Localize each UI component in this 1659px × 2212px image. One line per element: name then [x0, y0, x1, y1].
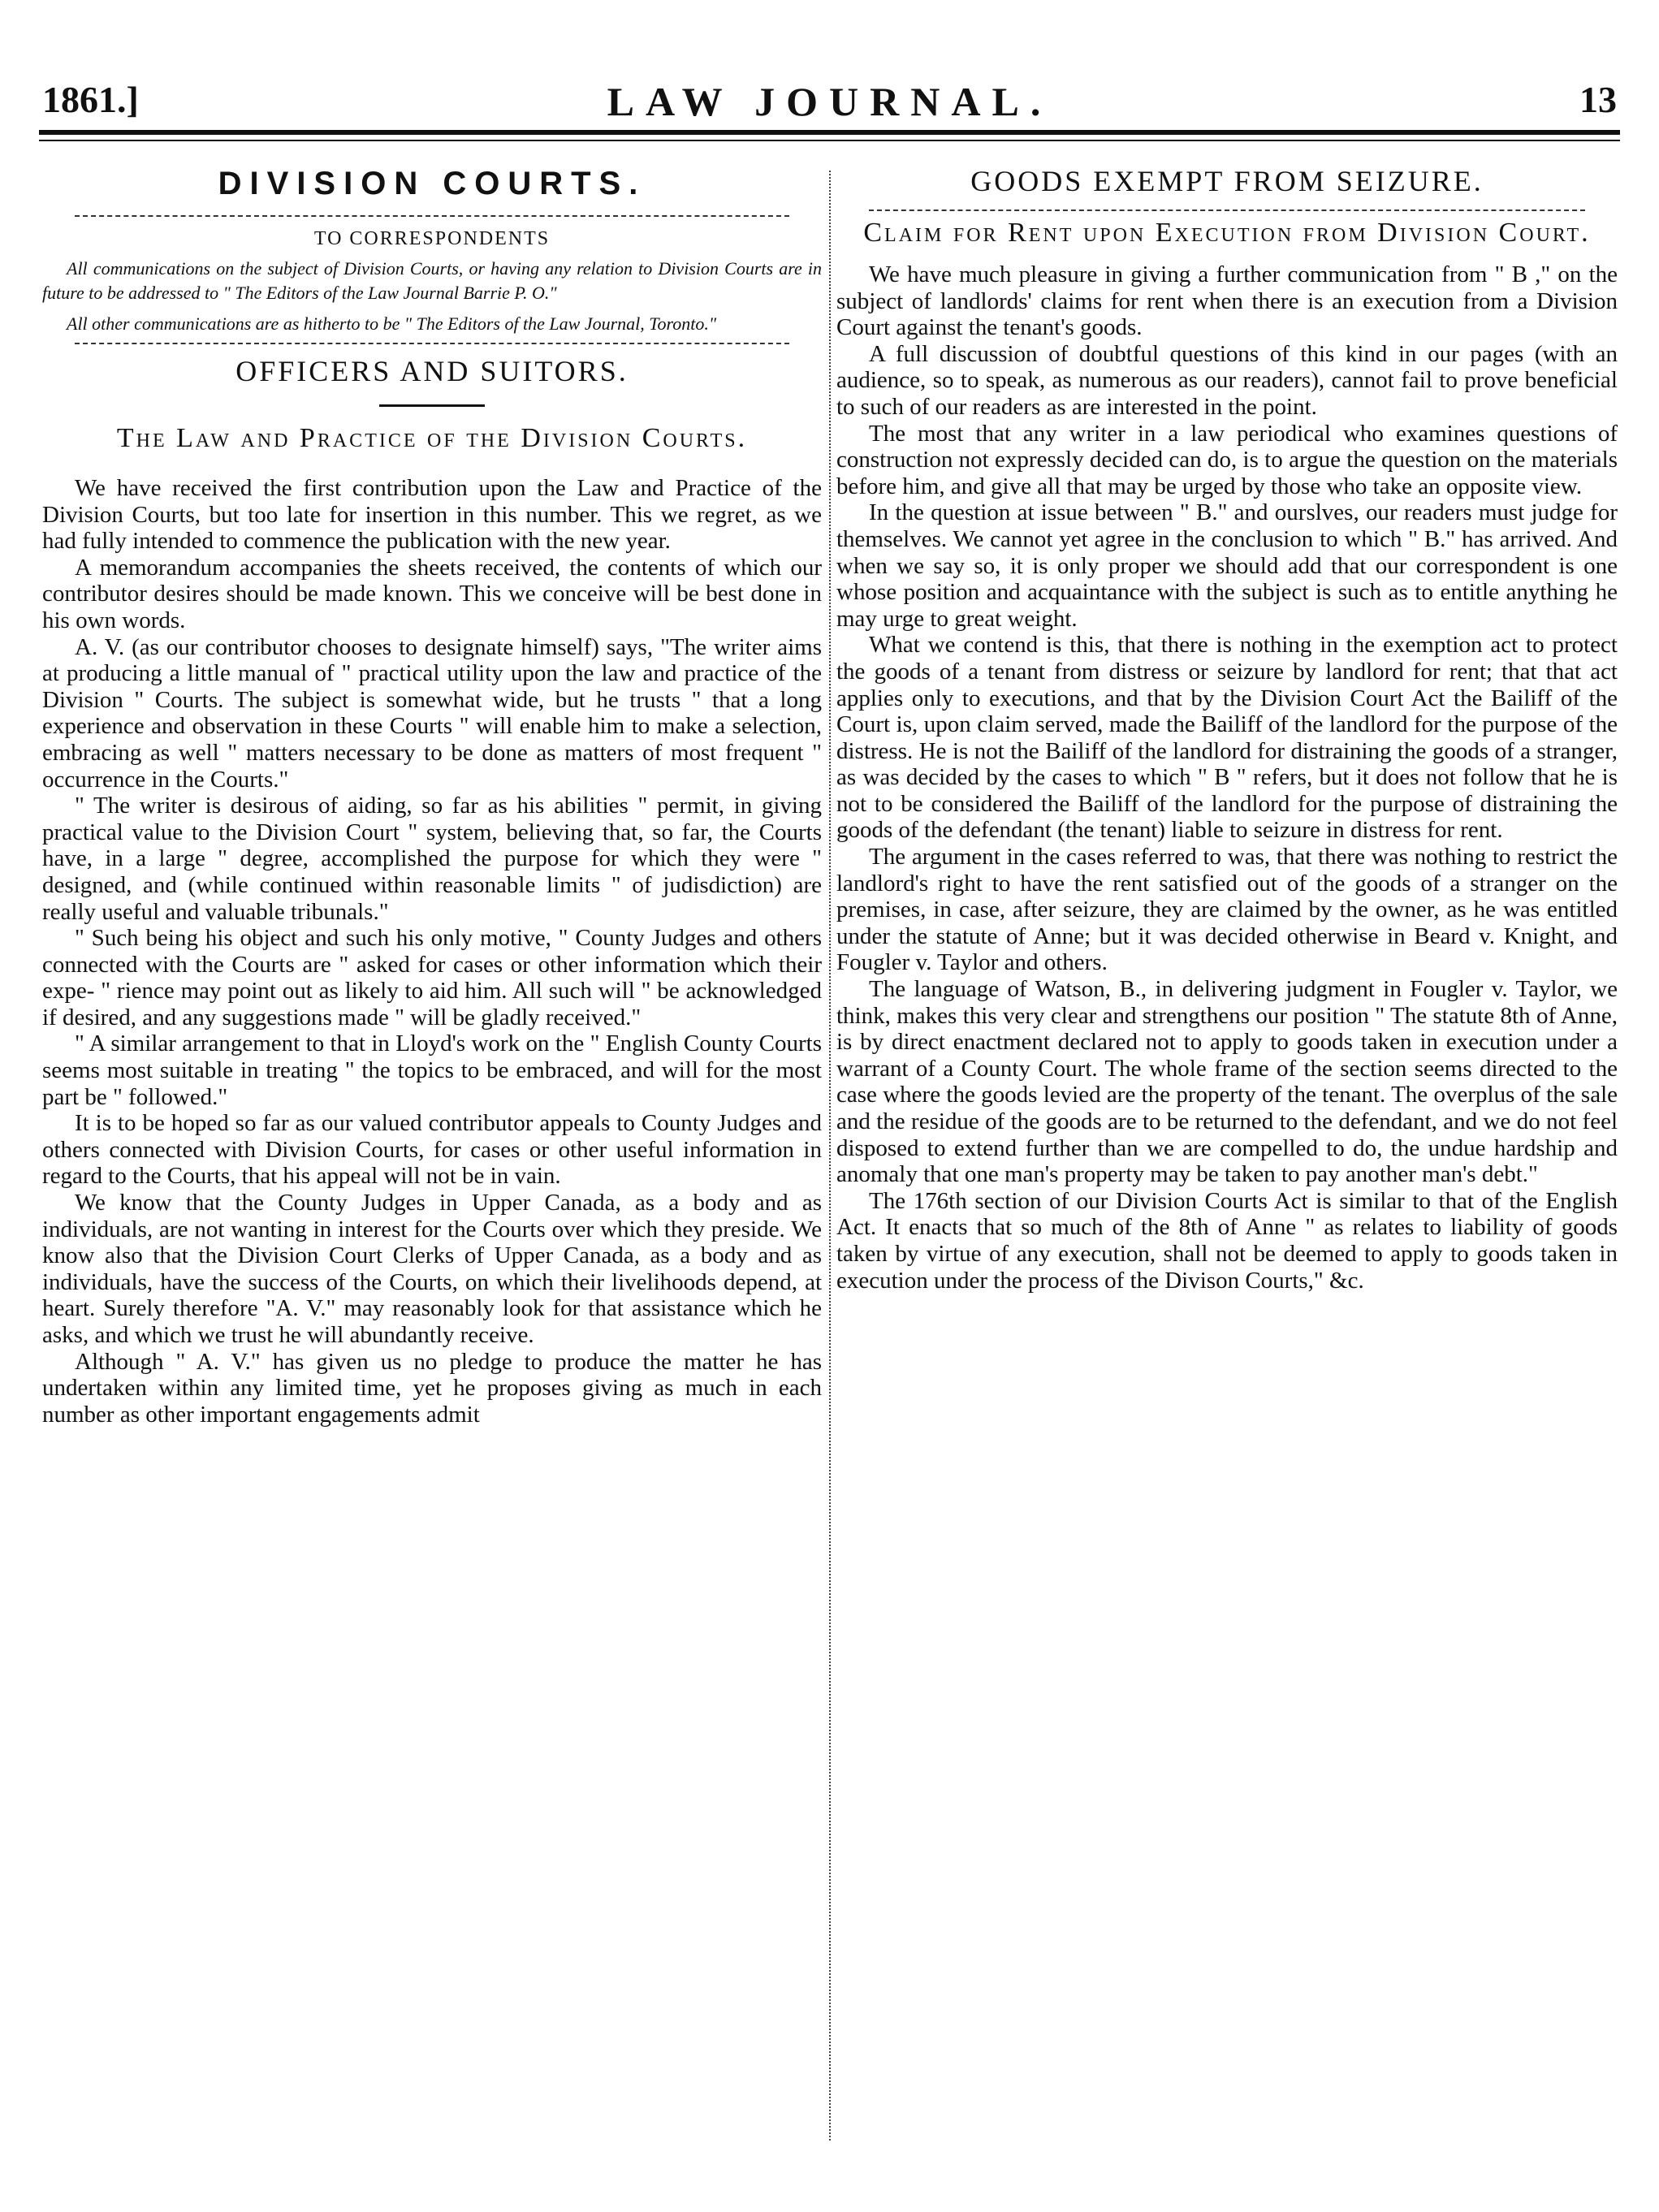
- header-journal-title: LAW JOURNAL.: [607, 79, 1052, 124]
- body-paragraph: A. V. (as our contributor chooses to designate himself) says, "The writer aims at producing a little manual of " practical utility upon the law and practice of the Division " Courts. The subject is somewhat wide, but he trusts " that a long experience and observation in these Courts " will enable him to make a selection, embracing as well " matters necessary to be done as matters of most frequent " occurrence in the Courts.": [42, 633, 822, 793]
- body-paragraph: The language of Watson, B., in delivering judgment in Fougler v. Taylor, we think, makes this very clear and strengthens our position " The statute 8th of Anne, is by direct enactment declared not to apply to goods taken in execution under a warrant of a County Court. The whole frame of the section seems directed to the case where the goods levied are the property of the tenant. The overplus of the sale and the residue of the goods are to be returned to the defendant, and we do not feel disposed to extend further than we are compelled to do, the undue hardship and anomaly that one man's property may be taken to pay another man's debt.": [836, 976, 1618, 1188]
- body-paragraph: " Such being his object and such his only motive, " County Judges and others connected with the Courts are " asked for cases or other information which their expe- " rience may point out as likely to aid him. All such will " be acknowledged if desired, and any suggestions made " will be gladly received.": [42, 925, 822, 1030]
- body-paragraph: It is to be hoped so far as our valued contributor appeals to County Judges and others connected with Division Courts, for cases or other useful information in regard to the Courts, that his appeal will not be in vain.: [42, 1110, 822, 1190]
- header-year: 1861.]: [42, 79, 139, 120]
- correspondents-note: All other communications are as hitherto to be " The Editors of the Law Journal, Toronto.": [67, 313, 717, 334]
- right-column: [836, 154, 1618, 1294]
- article-title-law-practice: The Law and Practice of the Division Courts.: [116, 423, 748, 453]
- section-title-goods-exempt: GOODS EXEMPT FROM SEIZURE.: [970, 165, 1484, 197]
- short-rule: [379, 404, 485, 407]
- body-paragraph: We have much pleasure in giving a further communication from " B ," on the subject of landlords' claims for rent when there is an execution from a Division Court against the tenant's goods.: [836, 261, 1618, 341]
- body-paragraph: The most that any writer in a law periodical who examines questions of construction not expressly decided can do, is to argue the question on the materials before him, and give all that may be urged by those who take an opposite view.: [836, 420, 1618, 499]
- header-rule-thin: [39, 140, 1620, 141]
- body-paragraph: Although " A. V." has given us no pledge to produce the matter he has undertaken within any limited time, yet he proposes giving as much in each number as other important engagements admit: [42, 1348, 822, 1428]
- section-title-division-courts: DIVISION COURTS.: [218, 166, 646, 201]
- dashed-rule: [75, 343, 789, 344]
- running-header: [42, 78, 1617, 127]
- header-rule-thick: [39, 130, 1620, 135]
- dashed-rule: [869, 210, 1585, 211]
- correspondents-note: All communications on the subject of Division Courts, or having any relation to Division Courts are in future to be addressed to " The Editors of the Law Journal Barrie P. O.": [42, 258, 822, 303]
- column-divider: [829, 171, 831, 2141]
- header-page-number: 13: [1579, 79, 1617, 120]
- body-paragraph: " A similar arrangement to that in Lloyd's work on the " English County Courts seems most suitable in treating " the topics to be embraced, and will for the most part be " followed.": [42, 1030, 822, 1110]
- body-paragraph: We have received the first contribution upon the Law and Practice of the Division Courts, but too late for insertion in this number. This we regret, as we had fully intended to commence the publication with the new year.: [42, 475, 822, 555]
- left-column: [42, 154, 822, 1428]
- body-paragraph: " The writer is desirous of aiding, so far as his abilities " permit, in giving practical value to the Division Court " system, believing that, so far, the Courts have, in a large " degree, accomplished the purpose for which they were " designed, and (while continued within reasonable limits " of judisdiction) are really useful and valuable tribunals.": [42, 793, 822, 925]
- body-paragraph: What we contend is this, that there is nothing in the exemption act to protect the goods of a tenant from distress or seizure by landlord for rent; that that act applies only to executions, and that by the Division Court Act the Bailiff of the Court is, upon claim served, made the Bailiff of the landlord for the purpose of the distress. He is not the Bailiff of the landlord for distraining the goods of a stranger, as was decided by the cases to which " B " refers, but it does not follow that he is not to be considered the Bailiff of the landlord for the purpose of distraining the goods of the defendant (the tenant) liable to seizure in distress for rent.: [836, 632, 1618, 844]
- body-paragraph: The 176th section of our Division Courts Act is similar to that of the English Act. It enacts that so much of the 8th of Anne " as relates to liability of goods taken by virtue of any execution, shall not be deemed to apply to goods taken in execution under the process of the Divison Courts," &c.: [836, 1187, 1618, 1294]
- body-paragraph: In the question at issue between " B." and ourslves, our readers must judge for themselves. We cannot yet agree in the conclusion to which " B." has arrived. And when we say so, it is only proper we should add that our correspondent is one whose position and acquaintance with the subject is such as to entitle anything he may urge to great weight.: [836, 499, 1618, 632]
- dashed-rule: [75, 215, 789, 217]
- body-paragraph: A full discussion of doubtful questions of this kind in our pages (with an audience, so to speak, as numerous as our readers), cannot fail to prove beneficial to such of our readers as are interested in the point.: [836, 340, 1618, 420]
- article-title-claim-for-rent: Claim for Rent upon Execution from Division Court.: [863, 218, 1591, 248]
- body-paragraph: A memorandum accompanies the sheets received, the contents of which our contributor desires should be made known. This we conceive will be best done in his own words.: [42, 554, 822, 633]
- officers-suitors-heading: OFFICERS AND SUITORS.: [235, 355, 629, 387]
- body-paragraph: We know that the County Judges in Upper Canada, as a body and as individuals, are not wanting in interest for the Courts over which they preside. We know also that the Division Court Clerks of Upper Canada, as a body and as individuals, have the success of the Courts, on which their livelihoods depend, at heart. Surely therefore "A. V." may reasonably look for that assistance which he asks, and which we trust he will abundantly receive.: [42, 1190, 822, 1348]
- correspondents-heading: TO CORRESPONDENTS: [313, 228, 551, 249]
- body-paragraph: The argument in the cases referred to was, that there was nothing to restrict the landlord's right to have the rent satisfied out of the goods of a stranger on the premises, in case, after seizure, they are claimed by the owner, as he was entitled under the statute of Anne; but it was decided otherwise in Beard v. Knight, and Fougler v. Taylor and others.: [836, 844, 1618, 976]
